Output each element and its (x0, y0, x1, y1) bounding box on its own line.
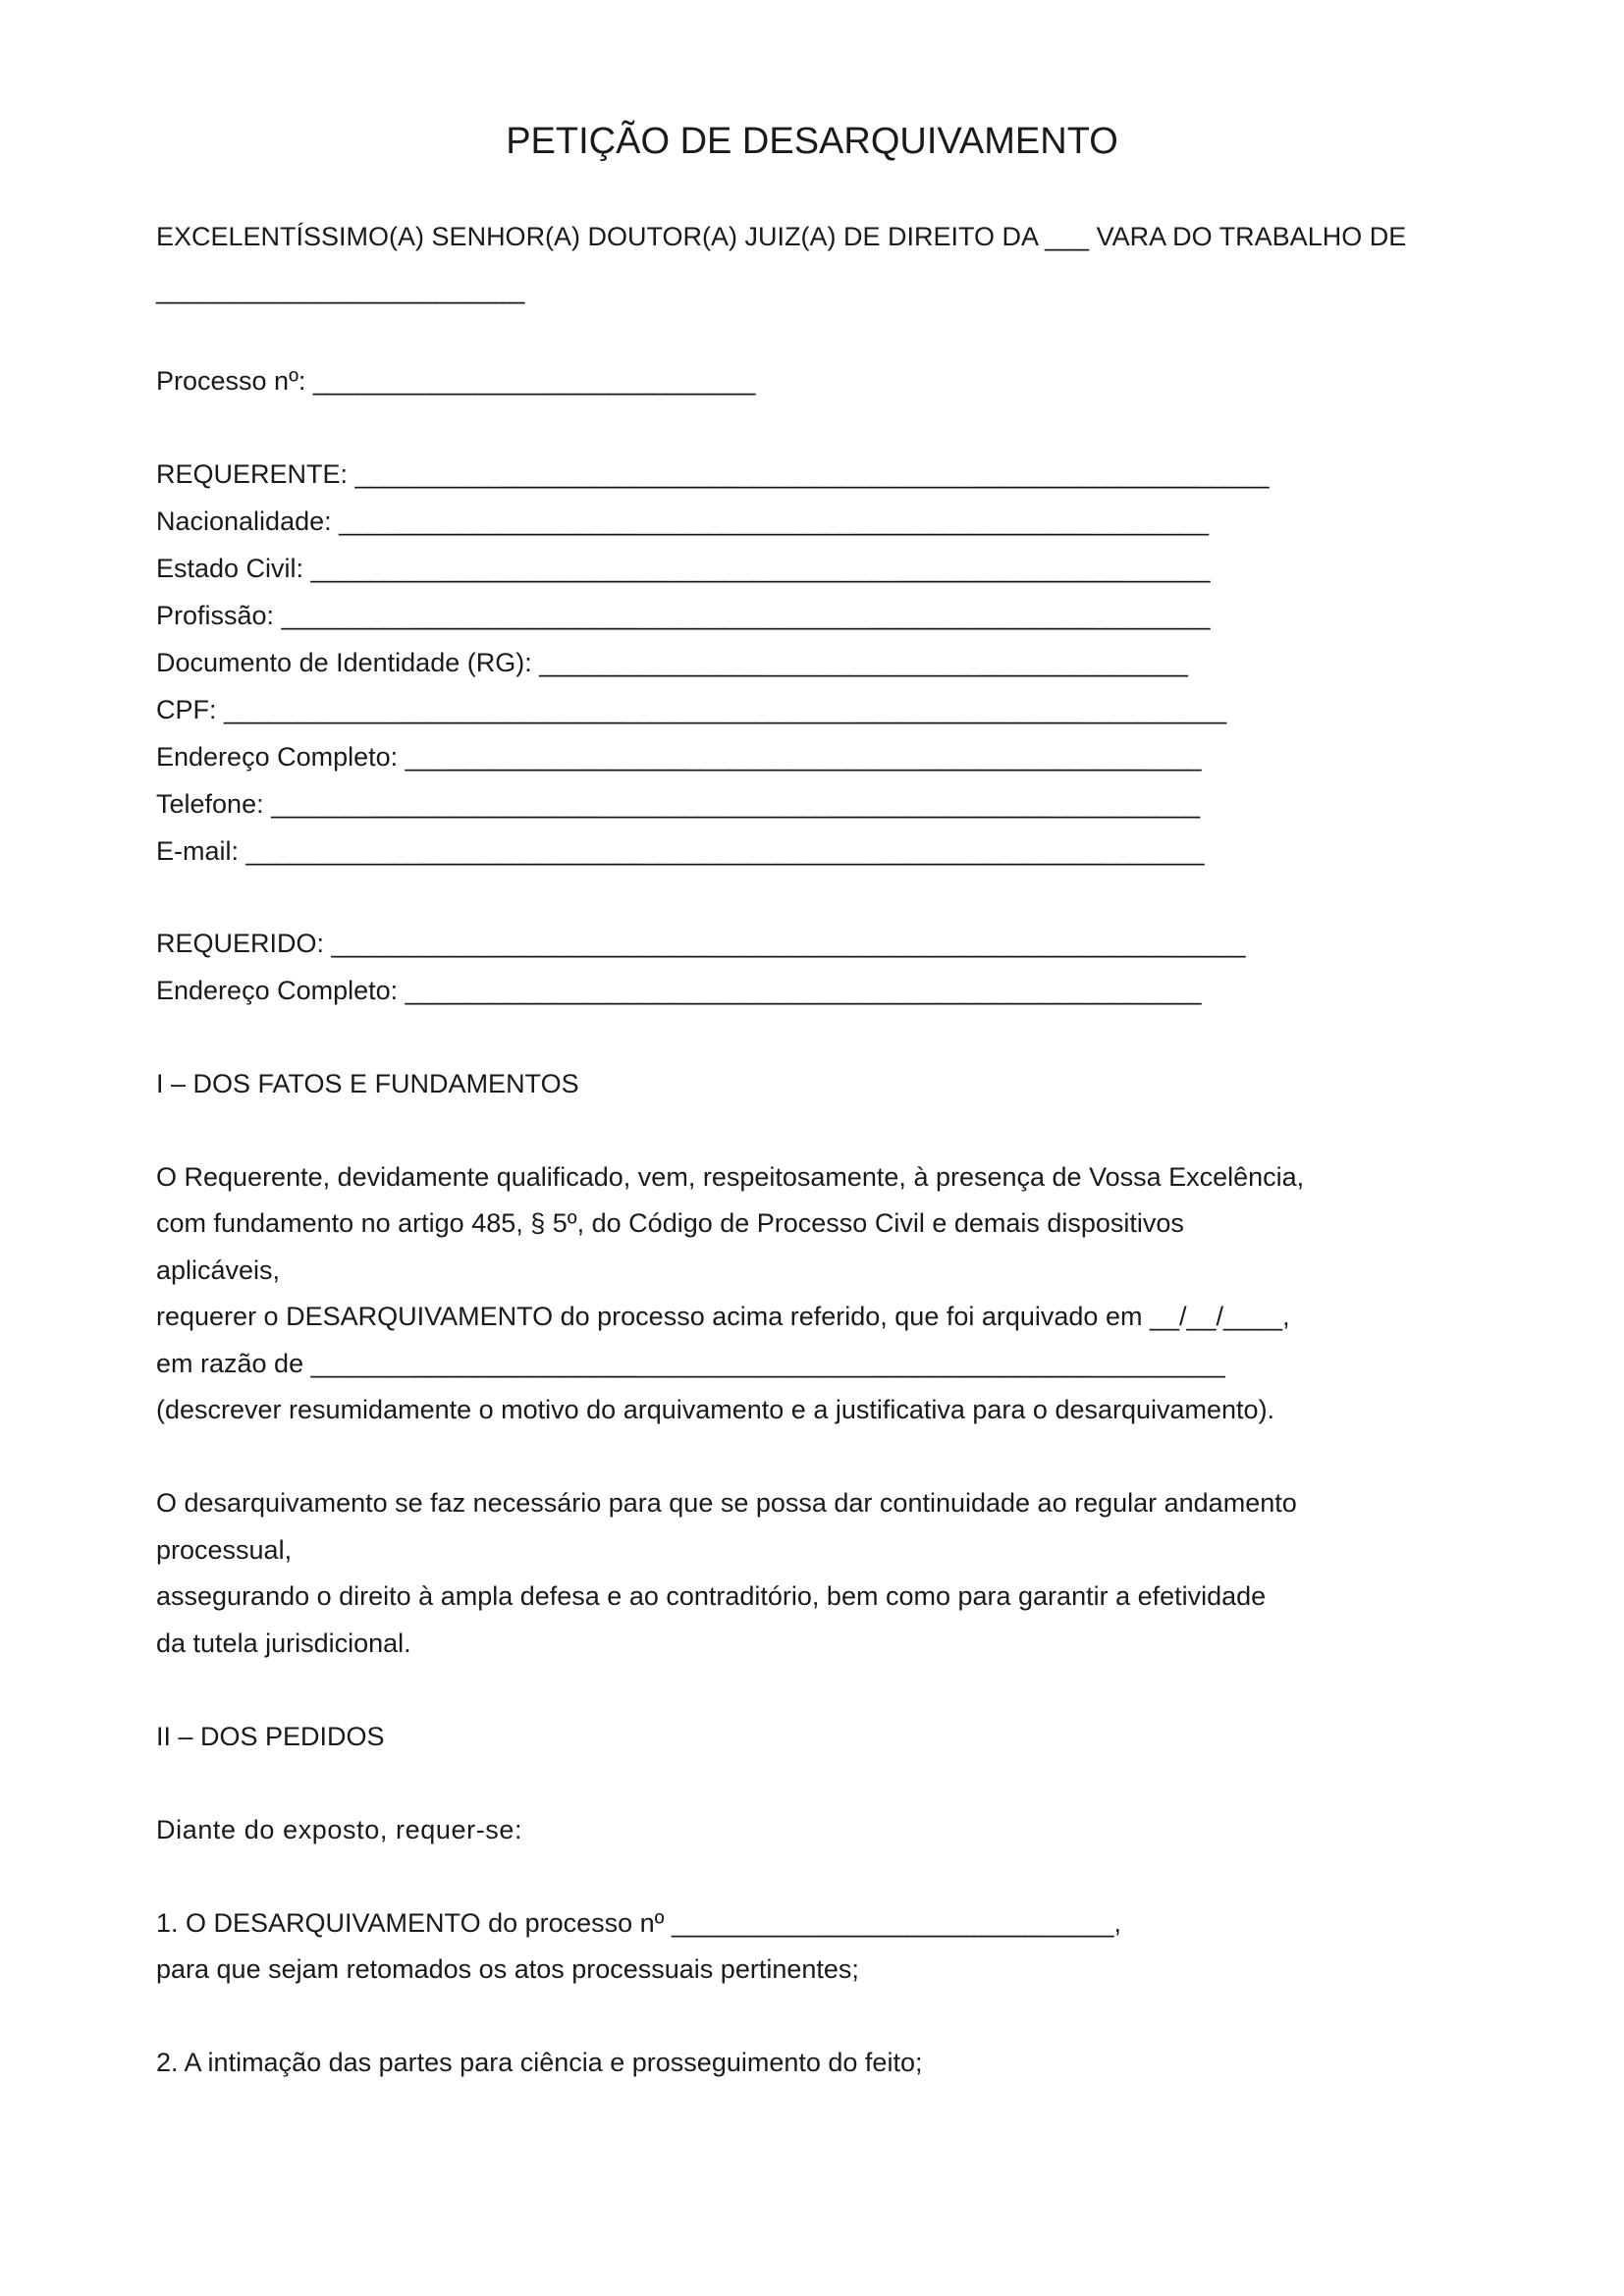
facts-paragraph-1-line-1: O Requerente, devidamente qualificado, vem, respeitosamente, à presença de Vossa Excelência, (156, 1162, 1305, 1192)
request-item-1-line-2: para que sejam retomados os atos processuais pertinentes; (156, 1954, 859, 1984)
process-number-line: Processo nº: ______________________________ (156, 366, 756, 396)
document-title: PETIÇÃO DE DESARQUIVAMENTO (506, 121, 1118, 162)
section-requests-heading: II – DOS PEDIDOS (156, 1722, 385, 1751)
addressee-line-2: _________________________ (156, 275, 525, 304)
facts-paragraph-1-line-5: em razão de ______________________________________________________________ (156, 1349, 1225, 1378)
requerente-profession-line: Profissão: _______________________________________________________________ (156, 601, 1211, 630)
requerente-nationality-line: Nacionalidade: ___________________________________________________________ (156, 507, 1210, 536)
requerente-address-line: Endereço Completo: ______________________________________________________ (156, 742, 1202, 772)
requerente-name-line: REQUERENTE: ______________________________________________________________ (156, 459, 1270, 489)
facts-paragraph-1-line-2: com fundamento no artigo 485, § 5º, do Código de Processo Civil e demais dispositivos (156, 1208, 1184, 1238)
facts-paragraph-2-line-2: processual, (156, 1535, 293, 1565)
request-item-2: 2. A intimação das partes para ciência e prosseguimento do feito; (156, 2048, 923, 2077)
requerente-email-line: E-mail: _________________________________________________________________ (156, 836, 1205, 866)
requerente-phone-line: Telefone: _______________________________________________________________ (156, 789, 1201, 819)
facts-paragraph-2-line-1: O desarquivamento se faz necessário para que se possa dar continuidade ao regular andamento (156, 1488, 1297, 1518)
facts-paragraph-1-line-3: aplicáveis, (156, 1255, 281, 1285)
facts-paragraph-2-line-4: da tutela jurisdicional. (156, 1629, 411, 1658)
facts-paragraph-1-line-4: requerer o DESARQUIVAMENTO do processo acima referido, que foi arquivado em __/__/____, (156, 1302, 1290, 1331)
requerente-identity-line: Documento de Identidade (RG): ____________________________________________ (156, 648, 1188, 677)
section-facts-heading: I – DOS FATOS E FUNDAMENTOS (156, 1069, 579, 1098)
addressee-line-1: EXCELENTÍSSIMO(A) SENHOR(A) DOUTOR(A) JUIZ(A) DE DIREITO DA ___ VARA DO TRABALHO DE (156, 222, 1407, 251)
requests-intro: Diante do exposto, requer-se: (156, 1815, 523, 1844)
requerente-civil-status-line: Estado Civil: _____________________________________________________________ (156, 554, 1211, 583)
requerente-cpf-line: CPF: ____________________________________________________________________ (156, 695, 1227, 724)
facts-paragraph-2-line-3: assegurando o direito à ampla defesa e ao contraditório, bem como para garantir a efetividade (156, 1581, 1267, 1611)
request-item-1-line-1: 1. O DESARQUIVAMENTO do processo nº ______________________________, (156, 1908, 1122, 1938)
facts-paragraph-1-line-6: (descrever resumidamente o motivo do arquivamento e a justificativa para o desarquivamento). (156, 1395, 1275, 1424)
requerido-name-line: REQUERIDO: ______________________________________________________________ (156, 929, 1246, 958)
requerido-address-line: Endereço Completo: ______________________________________________________ (156, 976, 1202, 1005)
